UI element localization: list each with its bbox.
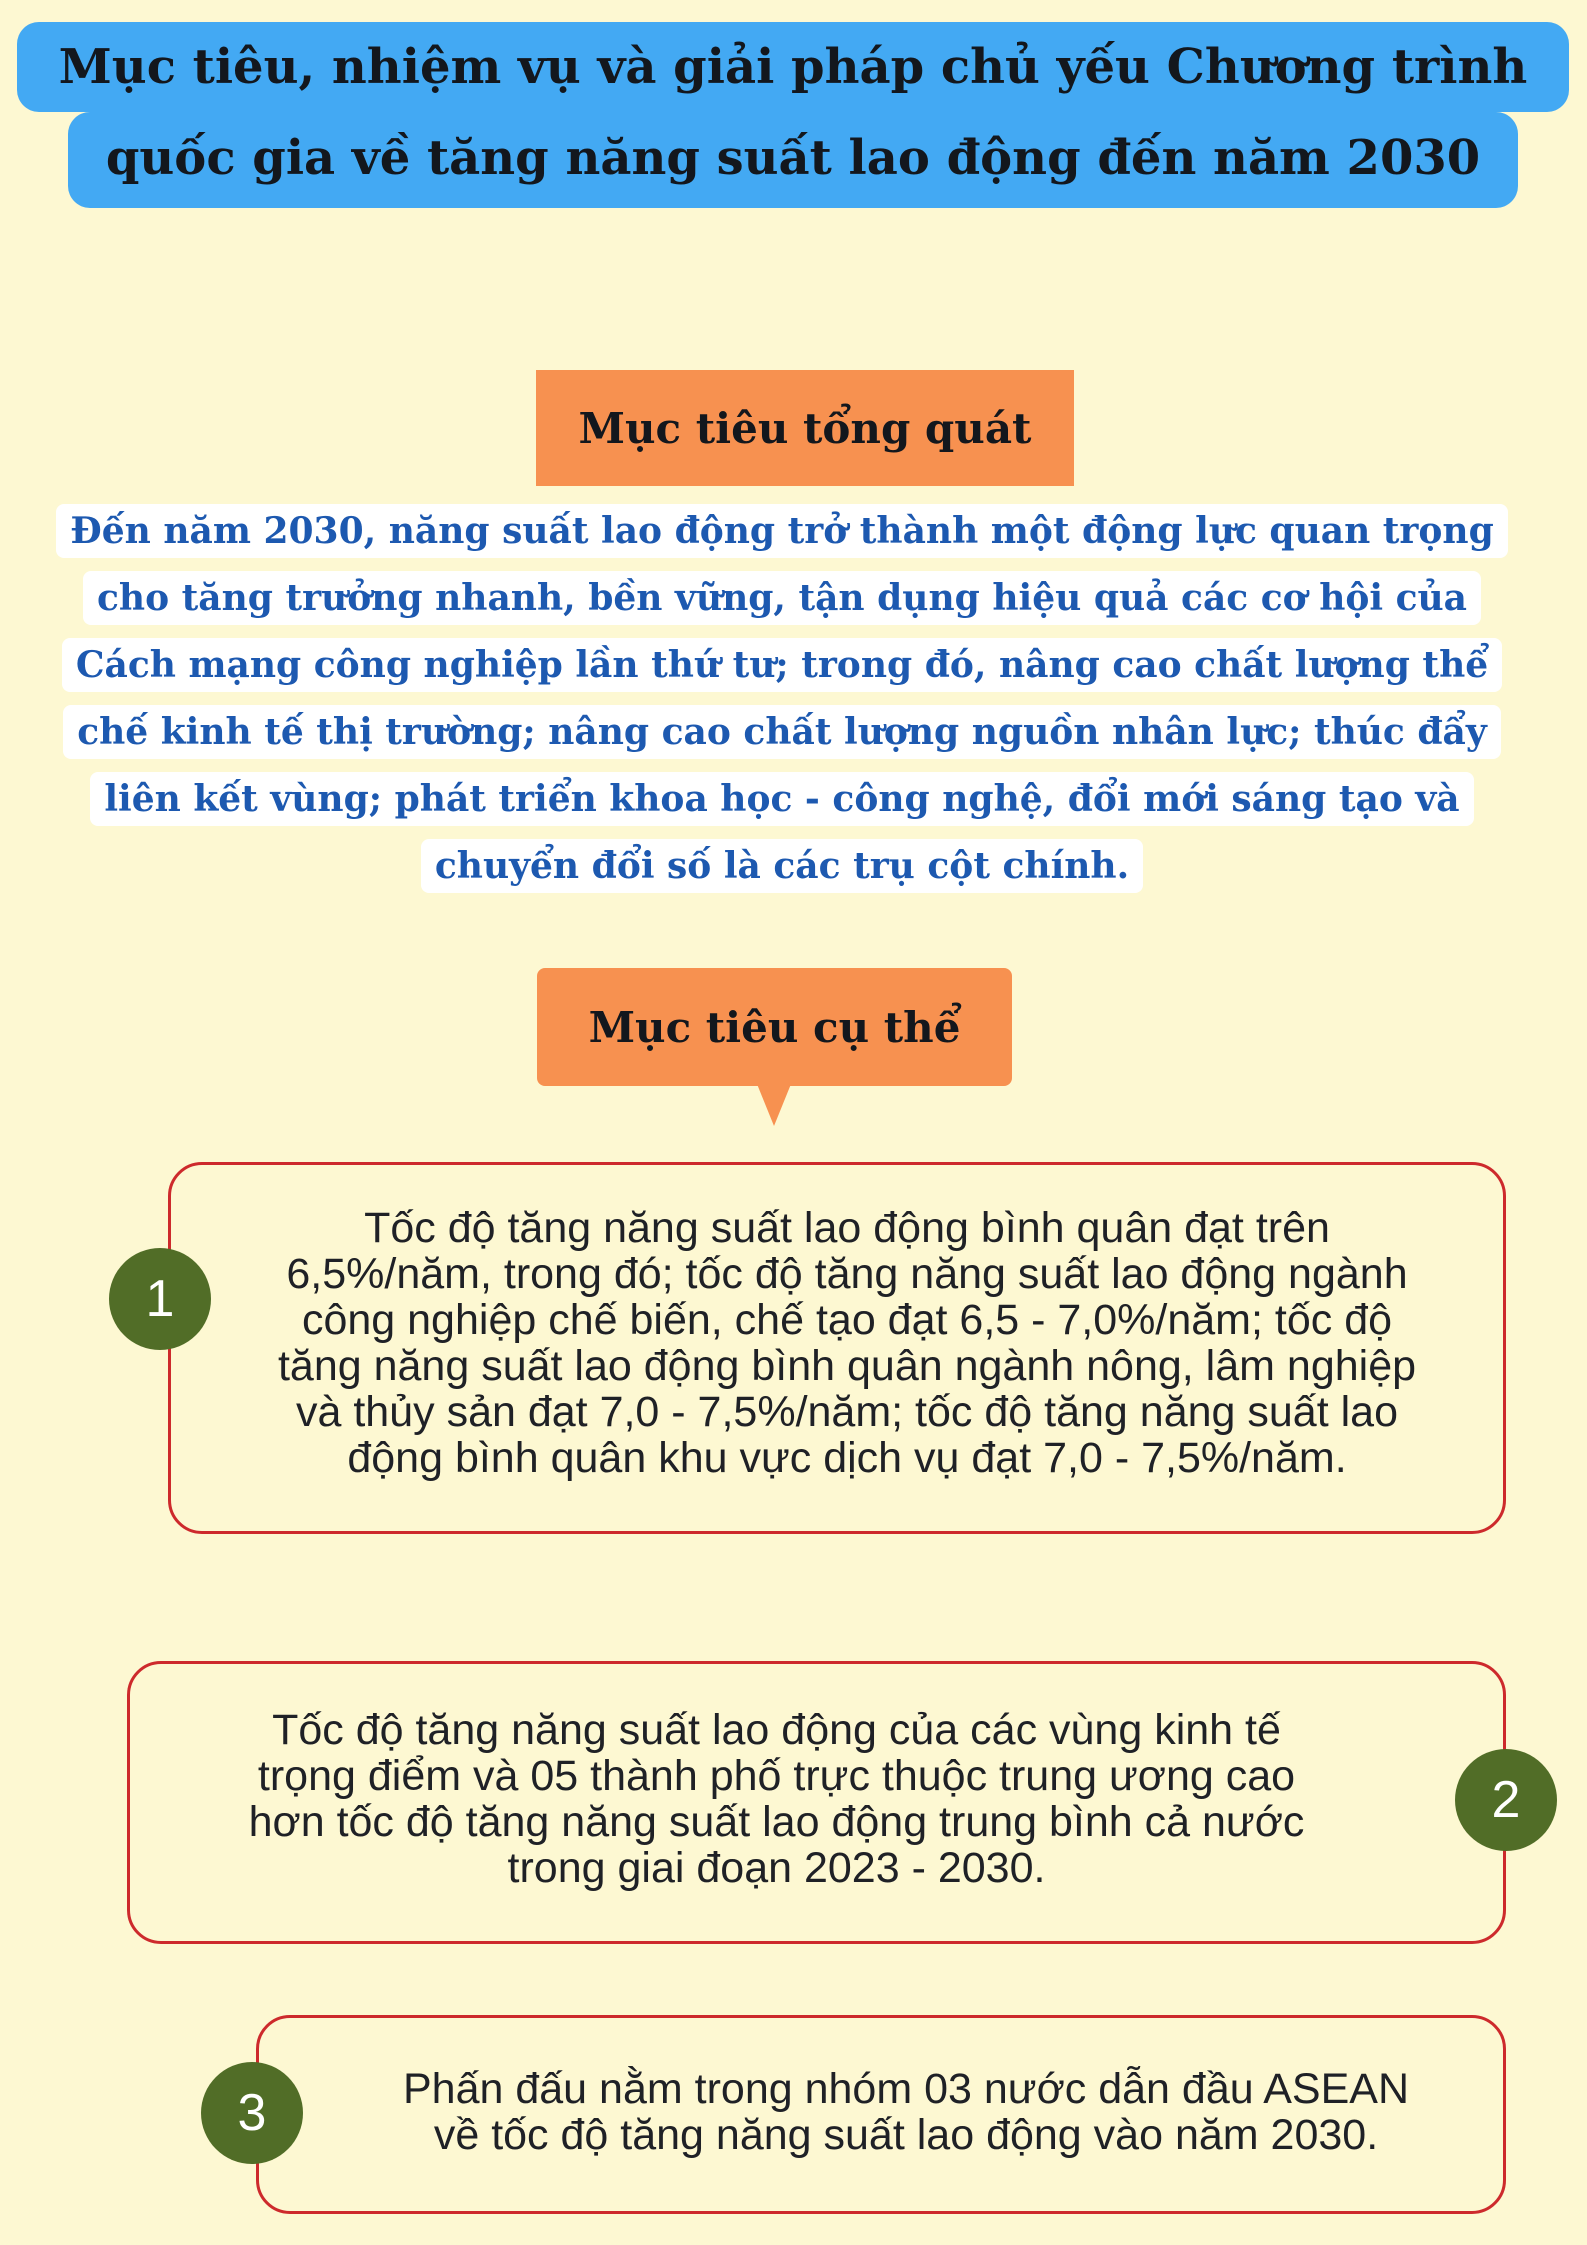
objective-line: trong giai đoạn 2023 - 2030.: [507, 1844, 1046, 1892]
objective-text-3: [339, 2066, 1473, 2158]
number-badge-3: 3: [201, 2062, 303, 2164]
objective-line: hơn tốc độ tăng năng suất lao động trung bình cả nước: [248, 1798, 1305, 1846]
objective-text-2: [210, 1707, 1343, 1891]
objective-line: tăng năng suất lao động bình quân ngành nông, lâm nghiệp: [277, 1342, 1417, 1390]
general-objective-line: chế kinh tế thị trường; nâng cao chất lượng nguồn nhân lực; thúc đẩy: [63, 705, 1501, 759]
general-objective-text: [52, 498, 1512, 900]
objective-card-2: [127, 1661, 1506, 1944]
title-banner: [0, 0, 1587, 220]
callout-pointer: [757, 1084, 791, 1126]
objective-line: Tốc độ tăng năng suất lao động của các vùng kinh tế: [272, 1706, 1281, 1754]
objective-line: về tốc độ tăng năng suất lao động vào năm 2030.: [433, 2111, 1379, 2159]
general-objective-line: cho tăng trưởng nhanh, bền vững, tận dụng hiệu quả các cơ hội của: [83, 571, 1481, 625]
general-objective-line: Cách mạng công nghiệp lần thứ tư; trong đó, nâng cao chất lượng thể: [62, 638, 1502, 692]
specific-objectives-heading: Mục tiêu cụ thể: [537, 968, 1012, 1086]
objective-card-3: [256, 2015, 1506, 2214]
objective-line: công nghiệp chế biến, chế tạo đạt 6,5 - 7,0%/năm; tốc độ: [301, 1296, 1393, 1344]
number-badge-1: 1: [109, 1248, 211, 1350]
objective-card-1: [168, 1162, 1506, 1534]
number-badge-2: 2: [1455, 1749, 1557, 1851]
general-objective-heading: Mục tiêu tổng quát: [536, 370, 1074, 486]
objective-line: động bình quân khu vực dịch vụ đạt 7,0 - 7,5%/năm.: [347, 1434, 1347, 1482]
objective-line: Phấn đấu nằm trong nhóm 03 nước dẫn đầu ASEAN: [402, 2065, 1410, 2113]
general-objective-line: liên kết vùng; phát triển khoa học - công nghệ, đổi mới sáng tạo và: [90, 772, 1473, 826]
general-objective-line: Đến năm 2030, năng suất lao động trở thành một động lực quan trọng: [56, 504, 1508, 558]
general-objective-line: chuyển đổi số là các trụ cột chính.: [421, 839, 1143, 893]
page-title-line-1: Mục tiêu, nhiệm vụ và giải pháp chủ yếu Chương trình: [17, 22, 1569, 112]
objective-line: 6,5%/năm, trong đó; tốc độ tăng năng suất lao động ngành: [286, 1250, 1408, 1298]
objective-line: trọng điểm và 05 thành phố trực thuộc trung ương cao: [257, 1752, 1296, 1800]
objective-line: và thủy sản đạt 7,0 - 7,5%/năm; tốc độ tăng năng suất lao: [295, 1388, 1398, 1436]
page-title-line-2: quốc gia về tăng năng suất lao động đến năm 2030: [68, 112, 1518, 208]
objective-text-1: [211, 1205, 1483, 1481]
objective-line: Tốc độ tăng năng suất lao động bình quân đạt trên: [364, 1204, 1330, 1252]
